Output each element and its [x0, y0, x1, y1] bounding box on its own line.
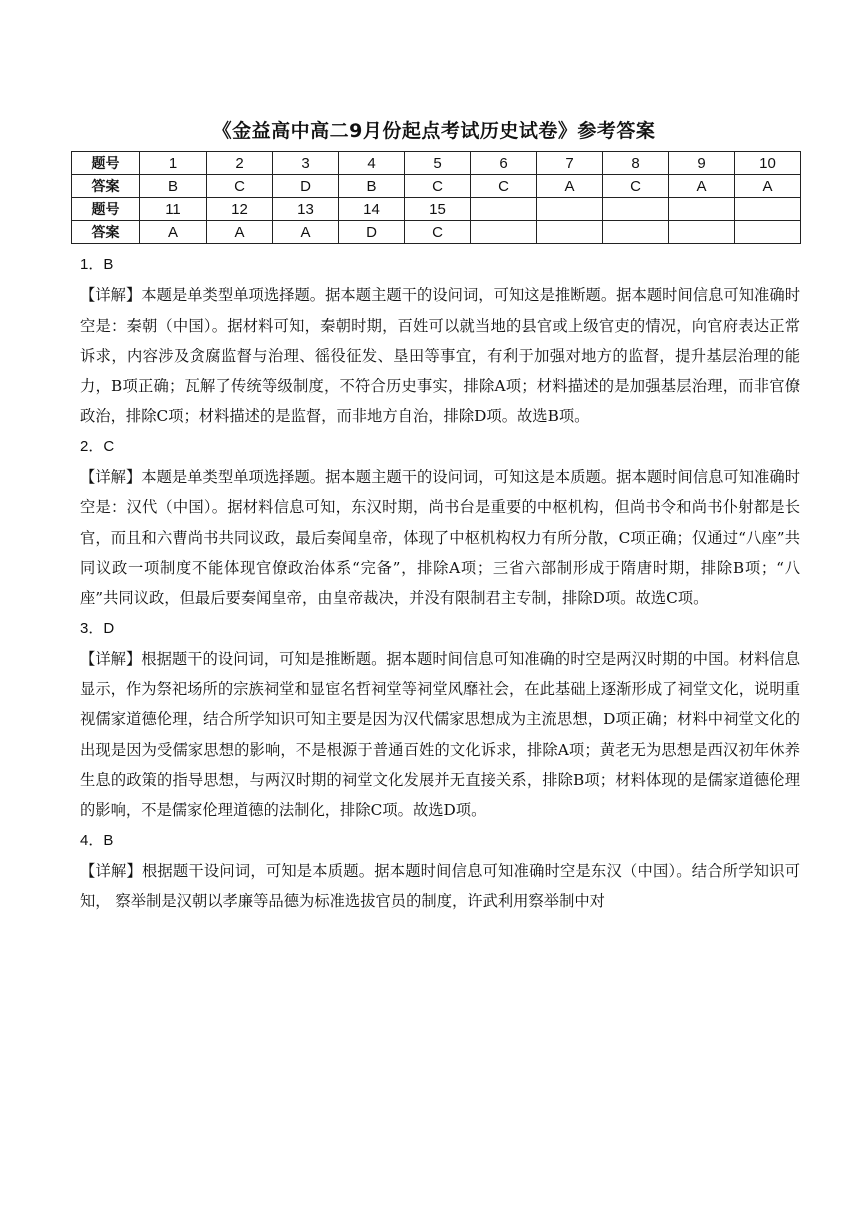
page-title: 《金益高中高二9月份起点考试历史试卷》参考答案 [212, 120, 656, 142]
table-cell: 2 [207, 152, 273, 175]
question-number: 3．D [80, 619, 115, 637]
question-number: 2．C [80, 437, 115, 455]
table-cell: A [273, 221, 339, 244]
row-header: 题号 [72, 152, 140, 175]
answer-explanations [80, 250, 800, 917]
table-cell: 10 [735, 152, 801, 175]
table-cell: A [207, 221, 273, 244]
table-row [72, 152, 801, 175]
table-cell: 11 [140, 198, 207, 221]
table-cell [537, 221, 603, 244]
table-cell: 12 [207, 198, 273, 221]
table-cell: A [669, 175, 735, 198]
table-cell: 15 [405, 198, 471, 221]
table-cell: C [471, 175, 537, 198]
table-row [72, 198, 801, 221]
answer-table [71, 151, 801, 244]
table-cell [669, 198, 735, 221]
table-cell: 3 [273, 152, 339, 175]
question-number: 1．B [80, 256, 114, 273]
table-cell: A [537, 175, 603, 198]
table-cell [735, 198, 801, 221]
table-cell [603, 221, 669, 244]
table-cell [735, 221, 801, 244]
explanation-text: 【详解】本题是单类型单项选择题。据本题主题干的设问词，可知这是本质题。据本题时间信息可知准确时空是：汉代（中国）。据材料信息可知，东汉时期，尚书台是重要的中枢机构，但尚书令和尚书仆射都是长官，而且和六曹尚书共同议政，最后奏闻皇帝，体现了中枢机构权力有所分散，C项正确；仅通过“八座”共同议政一项制度不能体现官僚政治体系“完备”，排除A项；三省六部制形成于隋唐时期，排除B项；“八座”共同议政，但最后要奏闻皇帝，由皇帝裁决，并没有限制君主专制，排除D项。故选C项。 [80, 468, 800, 608]
table-row [72, 175, 801, 198]
row-header: 题号 [72, 198, 140, 221]
table-cell: B [140, 175, 207, 198]
explanation-text: 【详解】根据题干设问词，可知是本质题。据本题时间信息可知准确时空是东汉（中国）。结合所学知识可知， 察举制是汉朝以孝廉等品德为标准选拔官员的制度，许武利用察举制中对 [80, 861, 800, 911]
table-cell: 9 [669, 152, 735, 175]
question-number: 4．B [80, 831, 114, 849]
table-cell: 4 [339, 152, 405, 175]
table-cell: C [207, 175, 273, 198]
table-cell [537, 198, 603, 221]
table-cell [471, 221, 537, 244]
table-cell: D [339, 221, 405, 244]
table-cell: C [405, 221, 471, 244]
table-cell [471, 198, 537, 221]
explanation-text: 【详解】根据题干的设问词，可知是推断题。据本题时间信息可知准确的时空是两汉时期的中国。材料信息显示，作为祭祀场所的宗族祠堂和显宦名哲祠堂等祠堂风靡社会，在此基础上逐渐形成了祠堂文化，说明重视儒家道德伦理，结合所学知识可知主要是因为汉代儒家思想成为主流思想，D项正确；材料中祠堂文化的出现是因为受儒家思想的影响，不是根源于普通百姓的文化诉求，排除A项；黄老无为思想是西汉初年休养生息的政策的指导思想，与两汉时期的祠堂文化发展并无直接关系，排除B项；材料体现的是儒家道德伦理的影响，不是儒家伦理道德的法制化，排除C项。故选D项。 [80, 649, 800, 820]
table-cell: A [140, 221, 207, 244]
row-header: 答案 [72, 175, 140, 198]
table-cell [603, 198, 669, 221]
table-cell: 1 [140, 152, 207, 175]
table-cell: 14 [339, 198, 405, 221]
table-row [72, 221, 801, 244]
table-cell: D [273, 175, 339, 198]
table-cell: 8 [603, 152, 669, 175]
table-cell: B [339, 175, 405, 198]
row-header: 答案 [72, 221, 140, 244]
table-cell [669, 221, 735, 244]
explanation-text: 【详解】本题是单类型单项选择题。据本题主题干的设问词，可知这是推断题。据本题时间信息可知准确时空是：秦朝（中国）。据材料可知，秦朝时期，百姓可以就当地的县官或上级官吏的情况，向官府表达正常诉求，内容涉及贪腐监督与治理、徭役征发、垦田等事宜，有利于加强对地方的监督，提升基层治理的能力，B项正确；瓦解了传统等级制度，不符合历史事实，排除A项；材料描述的是加强基层治理，而非官僚政治，排除C项；材料描述的是监督，而非地方自治，排除D项。故选B项。 [80, 286, 800, 426]
table-cell: C [405, 175, 471, 198]
table-cell: 6 [471, 152, 537, 175]
table-cell: 13 [273, 198, 339, 221]
table-cell: 5 [405, 152, 471, 175]
table-cell: A [735, 175, 801, 198]
table-cell: C [603, 175, 669, 198]
table-cell: 7 [537, 152, 603, 175]
